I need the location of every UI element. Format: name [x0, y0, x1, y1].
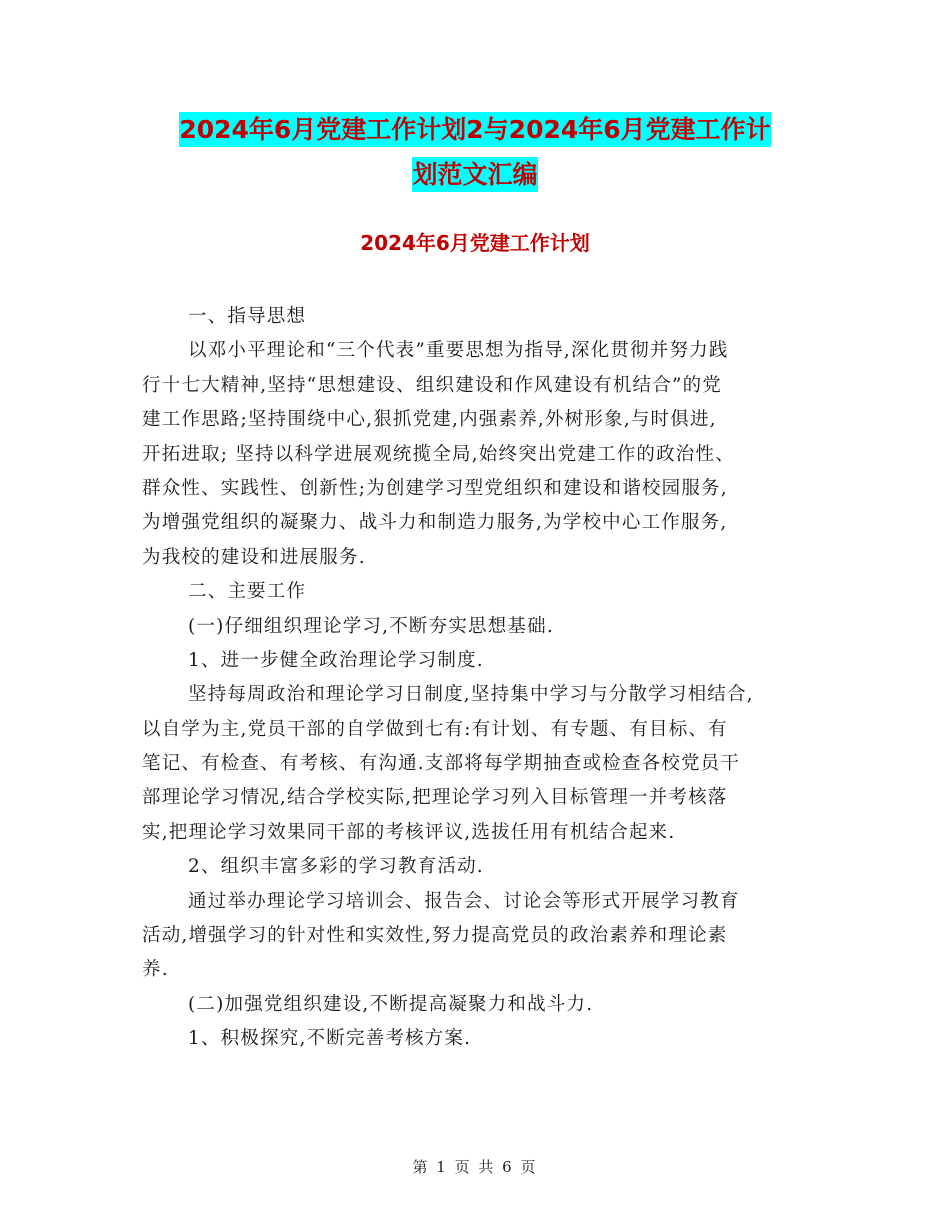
paragraph-line: 开拓进取; 坚持以科学进展观统揽全局,始终突出党建工作的政治性、 — [142, 443, 735, 465]
heading-main-work: 二、主要工作 — [188, 581, 307, 603]
page-footer: 第 1 页 共 6 页 — [412, 1158, 538, 1176]
document-title-line-2 — [0, 162, 950, 187]
paragraph-line: 为我校的建设和进展服务. — [142, 546, 366, 568]
section-title: 2024年6月党建工作计划 — [360, 231, 590, 255]
paragraph-line: 部理论学习情况,结合学校实际,把理论学习列入目标管理一并考核落 — [142, 787, 728, 809]
paragraph-line: 养. — [142, 959, 169, 981]
paragraph-line: 以自学为主,党员干部的自学做到七有:有计划、有专题、有目标、有 — [142, 718, 728, 740]
paragraph-line: 群众性、实践性、创新性;为创建学习型党组织和建设和谐校园服务, — [142, 477, 728, 499]
subheading: (二)加强党组织建设,不断提高凝聚力和战斗力. — [188, 993, 594, 1015]
paragraph-line: 笔记、有检查、有考核、有沟通.支部将每学期抽查或检查各校党员干 — [142, 753, 741, 775]
paragraph-line: 通过举办理论学习培训会、报告会、讨论会等形式开展学习教育 — [188, 890, 740, 912]
heading-guiding-thought: 一、指导思想 — [188, 306, 307, 327]
subheading: 2、组织丰富多彩的学习教育活动. — [188, 856, 484, 878]
document-body — [142, 300, 810, 1057]
paragraph-line: 行十七大精神,坚持“思想建设、组织建设和作风建设有机结合”的党 — [142, 374, 722, 396]
title-highlight-1: 2024年6月党建工作计划2与2024年6月党建工作计 — [179, 112, 770, 147]
document-title-line-1 — [0, 117, 950, 142]
paragraph-line: 活动,增强学习的针对性和实效性,努力提高党员的政治素养和理论素 — [142, 925, 728, 947]
title-highlight-2: 划范文汇编 — [412, 157, 537, 192]
subheading: 1、进一步健全政治理论学习制度. — [188, 649, 484, 671]
subheading: 1、积极探究,不断完善考核方案. — [188, 1028, 472, 1050]
paragraph-line: 坚持每周政治和理论学习日制度,坚持集中学习与分散学习相结合, — [188, 684, 754, 706]
paragraph-line: 以邓小平理论和“三个代表”重要思想为指导,深化贯彻并努力践 — [188, 340, 729, 362]
paragraph-line: 为增强党组织的凝聚力、战斗力和制造力服务,为学校中心工作服务, — [142, 512, 728, 534]
subheading: (一)仔细组织理论学习,不断夯实思想基础. — [188, 615, 554, 637]
paragraph-line: 实,把理论学习效果同干部的考核评议,选拔任用有机结合起来. — [142, 821, 676, 843]
paragraph-line: 建工作思路;坚持围绕中心,狠抓党建,内强素养,外树形象,与时俱进, — [142, 409, 717, 431]
